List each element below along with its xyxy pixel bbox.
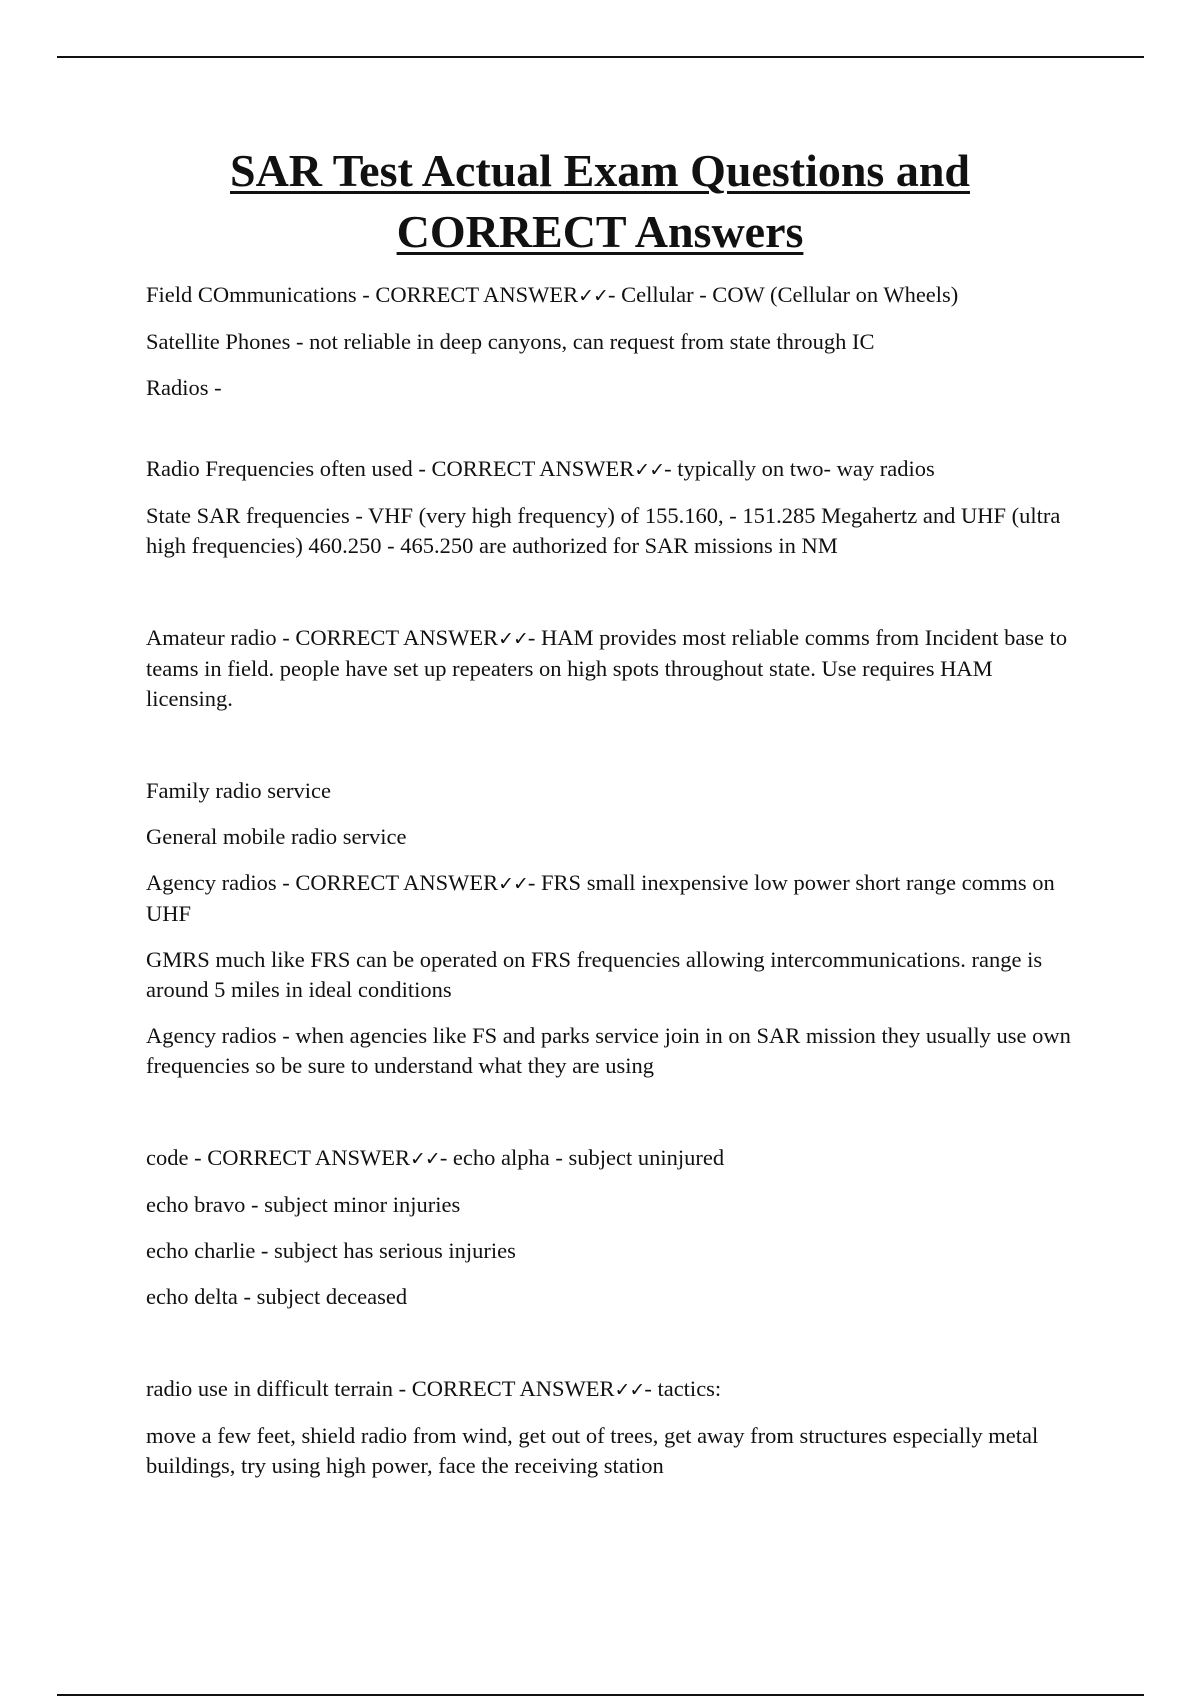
answer-text: - Cellular - COW (Cellular on Wheels) xyxy=(607,282,959,307)
paragraph-terrain-tactics: move a few feet, shield radio from wind, get out of trees, get away from structures especially metal buildings, try using high power, face the receiving station xyxy=(146,1423,1039,1478)
answer-text: - echo alpha - subject uninjured xyxy=(439,1145,725,1170)
top-rule xyxy=(57,56,1144,58)
checkmark-icon: ✓✓ xyxy=(498,873,528,895)
question-text: code - xyxy=(146,1145,208,1170)
paragraph-state-sar-frequencies: State SAR frequencies - VHF (very high frequency) of 155.160, - 151.285 Megahertz and UHF (ultra high frequencies) 460.250 - 465.250 are authorized for SAR missions in NM xyxy=(146,503,1061,558)
checkmark-icon: ✓✓ xyxy=(578,285,608,307)
answer-marker: CORRECT ANSWER xyxy=(411,1376,615,1401)
paragraph-field-communications xyxy=(146,280,1076,311)
paragraph-code xyxy=(146,1143,1076,1174)
checkmark-icon: ✓✓ xyxy=(614,1379,645,1401)
paragraph-radios: Radios - xyxy=(146,375,222,400)
question-text: radio use in difficult terrain - xyxy=(146,1376,412,1401)
paragraph-amateur-radio xyxy=(146,623,1076,714)
paragraph-general-mobile-radio: General mobile radio service xyxy=(146,824,407,849)
paragraph-satellite-phones: Satellite Phones - not reliable in deep canyons, can request from state through IC xyxy=(146,329,875,354)
title-line-1: SAR Test Actual Exam Questions and xyxy=(230,145,970,196)
question-text: Amateur radio - xyxy=(146,625,296,650)
answer-marker: CORRECT ANSWER xyxy=(431,456,635,481)
answer-text: - HAM provides most reliable comms from Incident base to teams in field. people have set up repeaters on high spots throughout state. Use requires HAM licensing. xyxy=(146,625,1068,711)
paragraph-agency-radios-frs xyxy=(146,868,1076,929)
checkmark-icon: ✓✓ xyxy=(498,628,528,650)
answer-marker: CORRECT ANSWER xyxy=(295,870,499,895)
question-text: Radio Frequencies often used - xyxy=(146,456,432,481)
answer-marker: CORRECT ANSWER xyxy=(295,625,499,650)
paragraph-echo-delta: echo delta - subject deceased xyxy=(146,1284,408,1309)
question-text: Agency radios - xyxy=(146,870,296,895)
answer-text: - FRS small inexpensive low power short range comms on UHF xyxy=(146,870,1055,926)
paragraph-radio-frequencies xyxy=(146,454,1076,485)
paragraph-gmrs: GMRS much like FRS can be operated on FRS frequencies allowing intercommunications. range is around 5 miles in ideal conditions xyxy=(146,947,1043,1002)
answer-marker: CORRECT ANSWER xyxy=(207,1145,410,1170)
checkmark-icon: ✓✓ xyxy=(409,1148,440,1170)
answer-text: - tactics: xyxy=(644,1376,722,1401)
bottom-rule xyxy=(57,1694,1144,1696)
paragraph-echo-charlie: echo charlie - subject has serious injuries xyxy=(146,1238,516,1263)
question-text: Field COmmunications - xyxy=(146,282,376,307)
title-line-2: CORRECT Answers xyxy=(396,206,804,257)
checkmark-icon: ✓✓ xyxy=(634,459,665,481)
document-title xyxy=(100,140,1100,262)
answer-text: - typically on two- way radios xyxy=(664,456,935,481)
answer-marker: CORRECT ANSWER xyxy=(375,282,579,307)
paragraph-echo-bravo: echo bravo - subject minor injuries xyxy=(146,1192,461,1217)
paragraph-family-radio: Family radio service xyxy=(146,778,331,803)
document-body xyxy=(146,280,1076,1497)
paragraph-agency-radios-frequencies: Agency radios - when agencies like FS and parks service join in on SAR mission they usually use own frequencies so be sure to understand what they are using xyxy=(146,1023,1071,1078)
paragraph-difficult-terrain xyxy=(146,1374,1076,1405)
